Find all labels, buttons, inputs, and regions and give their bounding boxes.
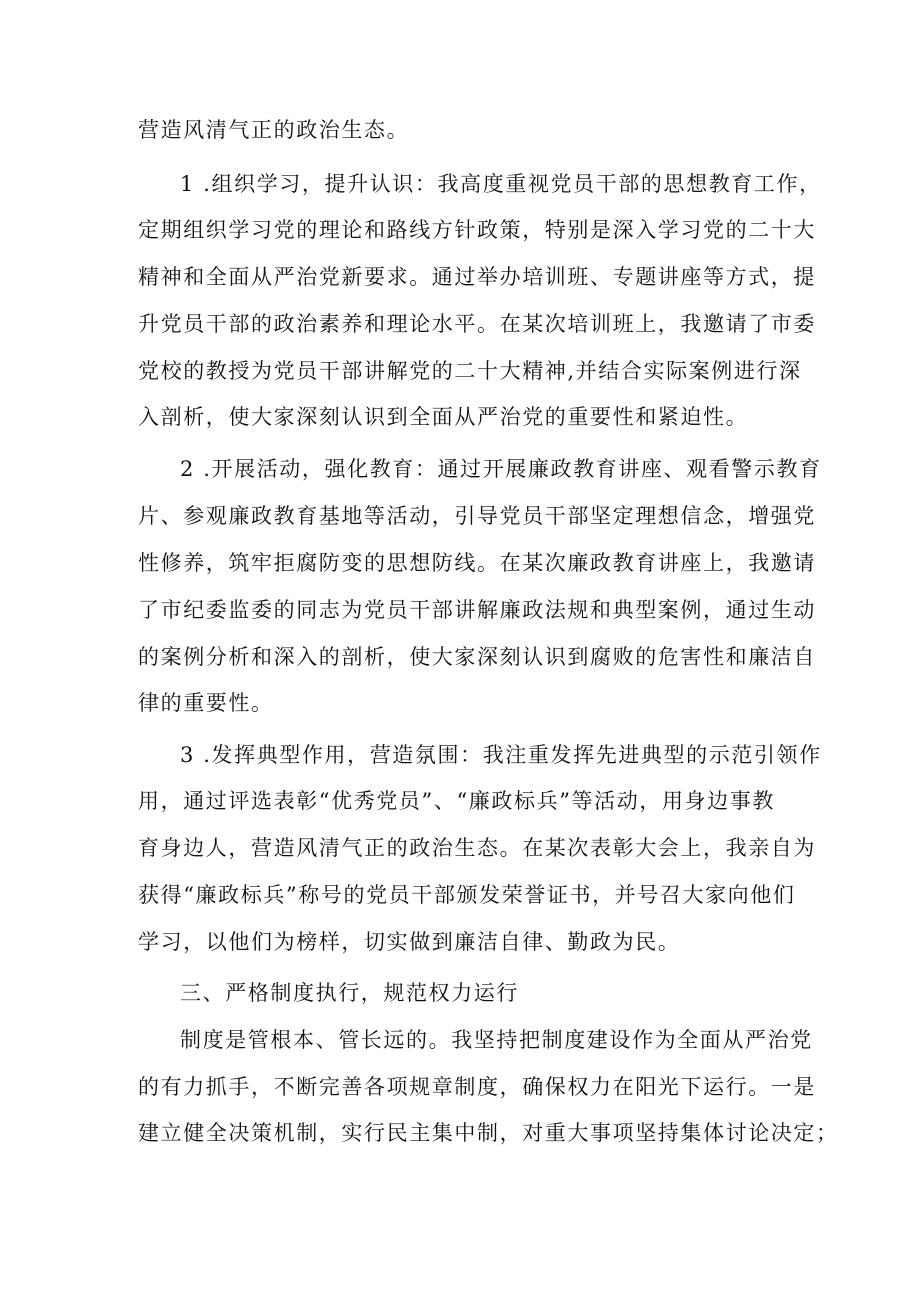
text-line: 入剖析，使大家深刻认识到全面从严治党的重要性和紧迫性。 xyxy=(138,405,749,429)
text-line: 用，通过评选表彰“优秀党员”、“廉政标兵”等活动，用身边事教 xyxy=(138,789,775,813)
text-line: 育身边人，营造风清气正的政治生态。在某次表彰大会上，我亲自为 xyxy=(138,836,816,860)
text-line: 性修养，筑牢拒腐防变的思想防线。在某次廉政教育讲座上，我邀请 xyxy=(138,551,816,575)
text-line: 制度是管根本、管长远的。我坚持把制度建设作为全面从严治党 xyxy=(180,1028,813,1052)
text-line: 的有力抓手，不断完善各项规章制度，确保权力在阳光下运行。一是 xyxy=(138,1075,816,1099)
text-line: 升党员干部的政治素养和理论水平。在某次培训班上，我邀请了市委 xyxy=(138,312,816,336)
text-line: 律的重要性。 xyxy=(138,691,274,715)
text-line: 了市纪委监委的同志为党员干部讲解廉政法规和典型案例，通过生动 xyxy=(138,598,816,622)
text-line: 定期组织学习党的理论和路线方针政策，特别是深入学习党的二十大 xyxy=(138,218,816,242)
text-line: 获得“廉政标兵”称号的党员干部颁发荣誉证书，并号召大家向他们 xyxy=(138,883,796,907)
text-line: 的案例分析和深入的剖析，使大家深刻认识到腐败的危害性和廉洁自 xyxy=(138,645,816,669)
text-line: 3 .发挥典型作用，营造氛围：我注重发挥先进典型的示范引领作 xyxy=(180,743,822,767)
text-line: 营造风清气正的政治生态。 xyxy=(138,118,410,142)
text-line: 精神和全面从严治党新要求。通过举办培训班、专题讲座等方式，提 xyxy=(138,265,816,289)
text-line: 建立健全决策机制，实行民主集中制，对重大事项坚持集体讨论决定； xyxy=(138,1121,839,1145)
text-line: 学习，以他们为榜样，切实做到廉洁自律、勤政为民。 xyxy=(138,930,681,954)
text-line: 党校的教授为党员干部讲解党的二十大精神,并结合实际案例进行深 xyxy=(138,359,802,383)
section-heading: 三、严格制度执行，规范权力运行 xyxy=(180,981,519,1005)
text-line: 1 .组织学习，提升认识：我高度重视党员干部的思想教育工作， xyxy=(180,172,822,196)
text-line: 2 .开展活动，强化教育：通过开展廉政教育讲座、观看警示教育 xyxy=(180,457,822,481)
text-line: 片、参观廉政教育基地等活动，引导党员干部坚定理想信念，增强党 xyxy=(138,504,816,528)
